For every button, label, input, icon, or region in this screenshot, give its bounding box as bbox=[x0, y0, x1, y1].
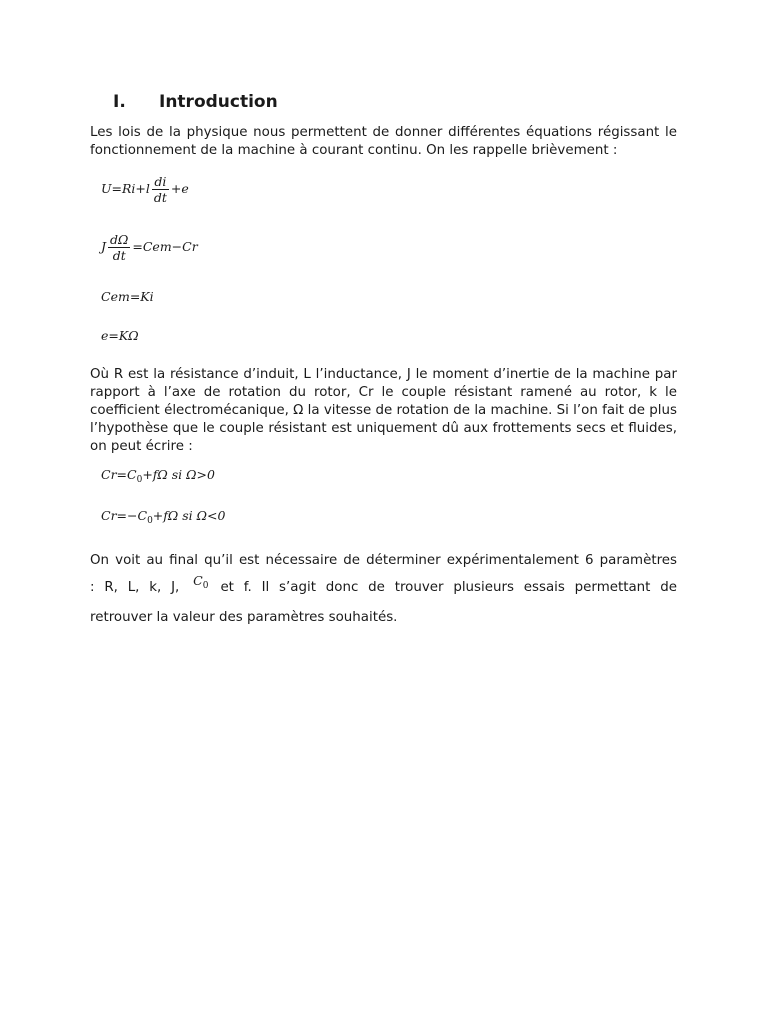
eq5-part-b: +fΩ si Ω>0 bbox=[142, 467, 215, 482]
equation-friction-positive bbox=[101, 467, 215, 485]
c0-subscript: 0 bbox=[202, 581, 209, 591]
eq2-fraction bbox=[108, 232, 130, 263]
c0-base: C bbox=[193, 573, 203, 588]
equation-voltage bbox=[101, 174, 189, 205]
eq1-lhs: U=Ri+l bbox=[101, 181, 150, 196]
eq6-subscript: 0 bbox=[147, 516, 153, 526]
eq6-part-a: Cr=−C bbox=[101, 508, 148, 523]
eq1-numerator: di bbox=[152, 174, 169, 190]
equation-torque: Cem=Ki bbox=[101, 289, 154, 304]
definitions-paragraph: Où R est la résistance d’induit, L l’inductance, J le moment d’inertie de la machine par rapport à l’axe de rotation du rotor, Cr le couple résistant ramené au rotor, k le coefficient électromécanique, Ω la vitesse de rotation de la machine. Si l’on fait de plus l’hypothèse que le couple résistant est uniquement dû aux frottements secs et fluides, on peut écrire : bbox=[90, 367, 677, 454]
equation-mechanical bbox=[101, 232, 198, 263]
conclusion-line-2 bbox=[90, 574, 677, 605]
eq2-rhs: =Cem−Cr bbox=[132, 239, 198, 254]
c0-symbol bbox=[193, 573, 209, 591]
eq2-denominator: dt bbox=[112, 248, 126, 263]
section-heading bbox=[113, 92, 278, 112]
equation-friction-negative bbox=[101, 508, 225, 526]
conclusion-paragraph bbox=[90, 548, 677, 631]
intro-paragraph: Les lois de la physique nous permettent de donner différentes équations régissant le fonctionnement de la machine à courant continu. On les rappelle brièvement : bbox=[90, 125, 677, 158]
eq6-part-b: +fΩ si Ω<0 bbox=[152, 508, 226, 523]
eq5-subscript: 0 bbox=[136, 475, 143, 485]
eq1-fraction bbox=[152, 174, 169, 205]
eq2-lhs: J bbox=[101, 239, 107, 254]
eq1-denominator: dt bbox=[153, 190, 167, 205]
eq5-part-a: Cr=C bbox=[101, 467, 137, 482]
conclusion-line-3: retrouver la valeur des paramètres souhaités. bbox=[90, 610, 398, 625]
section-number: I. bbox=[113, 92, 126, 112]
section-title: Introduction bbox=[159, 92, 278, 112]
eq1-rhs: +e bbox=[170, 181, 189, 196]
conclusion-line-1: On voit au final qu’il est nécessaire de déterminer expérimentalement 6 paramètres bbox=[90, 553, 677, 568]
equation-emf: e=KΩ bbox=[101, 328, 139, 343]
conclusion-line-2-rest: et f. Il s’agit donc de trouver plusieurs essais permettant de bbox=[220, 580, 677, 595]
parameter-list: : R, L, k, J, bbox=[90, 580, 180, 595]
eq2-numerator: dΩ bbox=[110, 232, 129, 247]
